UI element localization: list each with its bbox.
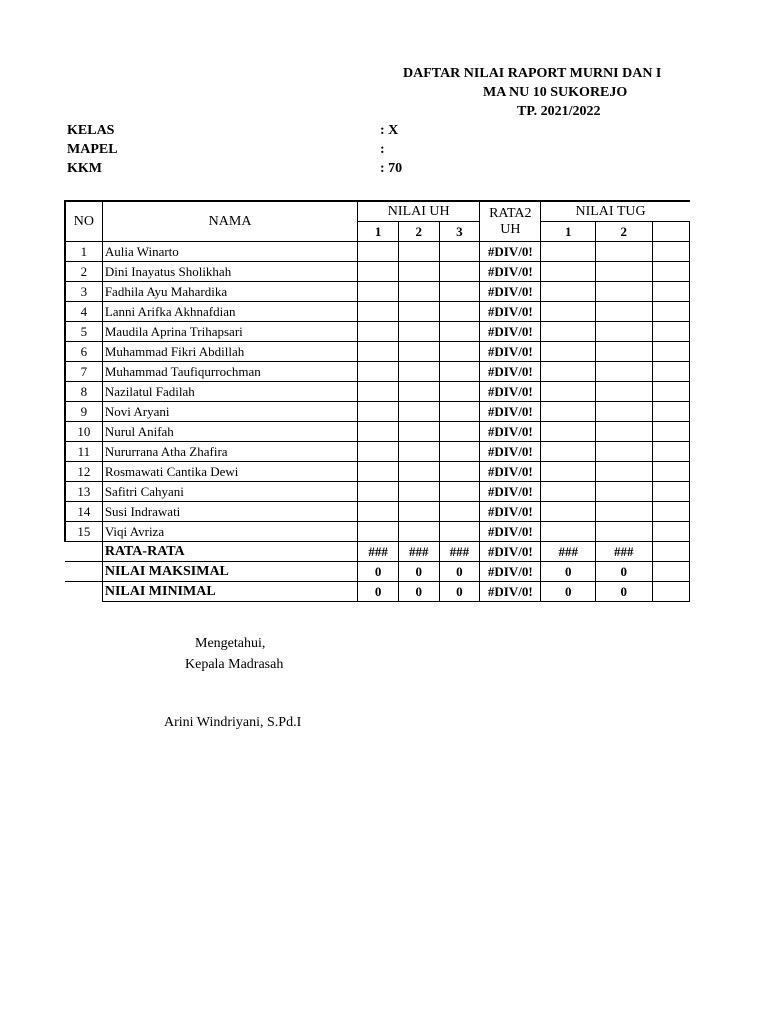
row-no: 7 (65, 362, 102, 382)
uh-cell[interactable] (358, 522, 399, 542)
uh-cell[interactable] (398, 522, 439, 542)
table-row (65, 342, 690, 362)
table-row (65, 522, 690, 542)
tugas-cell[interactable] (541, 362, 596, 382)
row-rata2-uh: #DIV/0! (480, 462, 541, 482)
uh-cell[interactable] (398, 422, 439, 442)
tugas-cell[interactable] (652, 402, 689, 422)
uh-cell[interactable] (358, 382, 399, 402)
row-rata2-uh: #DIV/0! (480, 522, 541, 542)
table-row (65, 302, 690, 322)
tugas-cell[interactable] (652, 322, 689, 342)
row-nama: Muhammad Taufiqurrochman (102, 362, 357, 382)
tugas-sub-3 (652, 222, 689, 242)
tugas-sub-2: 2 (596, 222, 652, 242)
tugas-cell[interactable] (541, 422, 596, 442)
row-no: 9 (65, 402, 102, 422)
row-no: 4 (65, 302, 102, 322)
tugas-cell[interactable] (596, 502, 652, 522)
uh-cell[interactable] (358, 262, 399, 282)
table-row (65, 382, 690, 402)
tugas-cell[interactable] (541, 322, 596, 342)
table-row (65, 442, 690, 462)
uh-cell[interactable] (439, 502, 480, 522)
tugas-cell[interactable] (652, 282, 689, 302)
summary-tugas-1: 0 (541, 582, 596, 602)
tugas-cell[interactable] (596, 402, 652, 422)
row-nama: Safitri Cahyani (102, 482, 357, 502)
header-nilai-uh: NILAI UH (358, 201, 480, 222)
row-rata2-uh: #DIV/0! (480, 342, 541, 362)
table-row (65, 262, 690, 282)
summary-spacer (65, 562, 102, 582)
row-rata2-uh: #DIV/0! (480, 382, 541, 402)
row-rata2-uh: #DIV/0! (480, 322, 541, 342)
row-nama: Nururrana Atha Zhafira (102, 442, 357, 462)
row-no: 14 (65, 502, 102, 522)
summary-tugas-3 (652, 582, 689, 602)
summary-uh-3: 0 (439, 562, 480, 582)
summary-uh-3: ### (439, 542, 480, 562)
tugas-cell[interactable] (541, 282, 596, 302)
tugas-cell[interactable] (652, 262, 689, 282)
row-rata2-uh: #DIV/0! (480, 302, 541, 322)
summary-tugas-2: 0 (596, 562, 652, 582)
tugas-cell[interactable] (596, 382, 652, 402)
report-title: DAFTAR NILAI RAPORT MURNI DAN I (403, 66, 662, 81)
row-rata2-uh: #DIV/0! (480, 362, 541, 382)
row-no: 15 (65, 522, 102, 542)
uh-cell[interactable] (398, 382, 439, 402)
tugas-cell[interactable] (541, 482, 596, 502)
row-rata2-uh: #DIV/0! (480, 402, 541, 422)
uh-cell[interactable] (439, 282, 480, 302)
uh-cell[interactable] (358, 462, 399, 482)
uh-cell[interactable] (439, 342, 480, 362)
tugas-cell[interactable] (541, 262, 596, 282)
uh-cell[interactable] (439, 322, 480, 342)
uh-cell[interactable] (358, 502, 399, 522)
row-nama: Fadhila Ayu Mahardika (102, 282, 357, 302)
school-name: MA NU 10 SUKOREJO (483, 85, 628, 100)
row-no: 13 (65, 482, 102, 502)
summary-tugas-1: 0 (541, 562, 596, 582)
kelas-label: KELAS (67, 123, 115, 138)
row-no: 8 (65, 382, 102, 402)
table-row (65, 402, 690, 422)
uh-cell[interactable] (358, 402, 399, 422)
uh-cell[interactable] (439, 442, 480, 462)
uh-cell[interactable] (398, 302, 439, 322)
summary-uh-1: 0 (358, 582, 399, 602)
tugas-cell[interactable] (541, 302, 596, 322)
summary-tugas-2: 0 (596, 582, 652, 602)
uh-cell[interactable] (439, 402, 480, 422)
table-row (65, 502, 690, 522)
uh-cell[interactable] (439, 362, 480, 382)
tugas-cell[interactable] (652, 442, 689, 462)
tugas-cell[interactable] (596, 462, 652, 482)
tugas-cell[interactable] (596, 282, 652, 302)
uh-cell[interactable] (398, 322, 439, 342)
header-row-1 (65, 201, 690, 222)
row-no: 6 (65, 342, 102, 362)
summary-tugas-3 (652, 542, 689, 562)
uh-cell[interactable] (398, 442, 439, 462)
uh-cell[interactable] (398, 262, 439, 282)
header-rata2-line1: RATA2 (489, 205, 532, 221)
summary-uh-1: ### (358, 542, 399, 562)
tugas-cell[interactable] (652, 482, 689, 502)
summary-uh-2: 0 (398, 562, 439, 582)
header-no: NO (65, 201, 102, 242)
row-no: 1 (65, 242, 102, 262)
uh-cell[interactable] (358, 302, 399, 322)
signature-acknowledged: Mengetahui, (195, 636, 266, 651)
uh-cell[interactable] (398, 502, 439, 522)
row-nama: Muhammad Fikri Abdillah (102, 342, 357, 362)
row-nama: Aulia Winarto (102, 242, 357, 262)
tugas-cell[interactable] (596, 302, 652, 322)
kkm-value: : 70 (380, 161, 403, 176)
uh-sub-1: 1 (358, 222, 399, 242)
tugas-cell[interactable] (652, 462, 689, 482)
tugas-cell[interactable] (541, 242, 596, 262)
row-rata2-uh: #DIV/0! (480, 482, 541, 502)
tugas-cell[interactable] (596, 442, 652, 462)
uh-cell[interactable] (398, 242, 439, 262)
row-nama: Dini Inayatus Sholikhah (102, 262, 357, 282)
uh-cell[interactable] (358, 422, 399, 442)
header-rata2-uh (480, 201, 541, 242)
tugas-cell[interactable] (652, 342, 689, 362)
tugas-cell[interactable] (541, 402, 596, 422)
table-row (65, 282, 690, 302)
uh-cell[interactable] (398, 482, 439, 502)
tugas-cell[interactable] (652, 502, 689, 522)
tugas-cell[interactable] (596, 342, 652, 362)
summary-tugas-1: ### (541, 542, 596, 562)
summary-uh-1: 0 (358, 562, 399, 582)
summary-rata2-uh: #DIV/0! (480, 542, 541, 562)
row-no: 2 (65, 262, 102, 282)
signature-name: Arini Windriyani, S.Pd.I (164, 715, 302, 730)
row-rata2-uh: #DIV/0! (480, 502, 541, 522)
tugas-cell[interactable] (652, 362, 689, 382)
row-rata2-uh: #DIV/0! (480, 242, 541, 262)
header-rata2-line2: UH (500, 221, 521, 237)
summary-rata2-uh: #DIV/0! (480, 582, 541, 602)
uh-cell[interactable] (358, 342, 399, 362)
row-rata2-uh: #DIV/0! (480, 282, 541, 302)
uh-cell[interactable] (439, 522, 480, 542)
table-row (65, 482, 690, 502)
summary-tugas-3 (652, 562, 689, 582)
tugas-cell[interactable] (596, 242, 652, 262)
summary-label: NILAI MINIMAL (102, 582, 357, 602)
uh-cell[interactable] (439, 462, 480, 482)
uh-cell[interactable] (358, 242, 399, 262)
uh-cell[interactable] (439, 382, 480, 402)
uh-sub-2: 2 (398, 222, 439, 242)
uh-cell[interactable] (439, 262, 480, 282)
tugas-cell[interactable] (596, 482, 652, 502)
uh-cell[interactable] (358, 482, 399, 502)
uh-cell[interactable] (398, 342, 439, 362)
summary-uh-2: ### (398, 542, 439, 562)
tugas-cell[interactable] (541, 442, 596, 462)
row-rata2-uh: #DIV/0! (480, 422, 541, 442)
row-no: 5 (65, 322, 102, 342)
uh-cell[interactable] (439, 482, 480, 502)
summary-row (65, 562, 690, 582)
header-nama: NAMA (102, 201, 357, 242)
summary-uh-3: 0 (439, 582, 480, 602)
uh-cell[interactable] (398, 462, 439, 482)
row-no: 10 (65, 422, 102, 442)
summary-tugas-2: ### (596, 542, 652, 562)
summary-row (65, 582, 690, 602)
summary-label: NILAI MAKSIMAL (102, 562, 357, 582)
row-no: 3 (65, 282, 102, 302)
tugas-cell[interactable] (541, 462, 596, 482)
row-nama: Nurul Anifah (102, 422, 357, 442)
tugas-cell[interactable] (596, 522, 652, 542)
header-nilai-tugas: NILAI TUG (541, 201, 690, 222)
tugas-cell[interactable] (652, 522, 689, 542)
kelas-value: : X (380, 123, 399, 138)
tugas-cell[interactable] (652, 422, 689, 442)
grade-table (64, 200, 690, 602)
row-nama: Viqi Avriza (102, 522, 357, 542)
signature-position: Kepala Madrasah (185, 657, 284, 672)
tugas-cell[interactable] (541, 502, 596, 522)
table-row (65, 242, 690, 262)
tugas-sub-1: 1 (541, 222, 596, 242)
tugas-cell[interactable] (596, 362, 652, 382)
uh-cell[interactable] (358, 322, 399, 342)
tugas-cell[interactable] (541, 522, 596, 542)
uh-cell[interactable] (358, 442, 399, 462)
row-nama: Nazilatul Fadilah (102, 382, 357, 402)
summary-label: RATA-RATA (102, 542, 357, 562)
uh-sub-3: 3 (439, 222, 480, 242)
table-row (65, 322, 690, 342)
uh-cell[interactable] (398, 402, 439, 422)
uh-cell[interactable] (398, 282, 439, 302)
table-row (65, 362, 690, 382)
uh-cell[interactable] (358, 282, 399, 302)
table-row (65, 422, 690, 442)
uh-cell[interactable] (358, 362, 399, 382)
tugas-cell[interactable] (541, 382, 596, 402)
kkm-label: KKM (67, 161, 102, 176)
uh-cell[interactable] (439, 422, 480, 442)
uh-cell[interactable] (439, 302, 480, 322)
tugas-cell[interactable] (652, 382, 689, 402)
uh-cell[interactable] (398, 362, 439, 382)
summary-uh-2: 0 (398, 582, 439, 602)
row-no: 12 (65, 462, 102, 482)
school-year: TP. 2021/2022 (517, 104, 601, 119)
tugas-cell[interactable] (596, 422, 652, 442)
row-nama: Maudila Aprina Trihapsari (102, 322, 357, 342)
row-nama: Lanni Arifka Akhnafdian (102, 302, 357, 322)
summary-spacer (65, 542, 102, 562)
uh-cell[interactable] (439, 242, 480, 262)
summary-spacer (65, 582, 102, 602)
mapel-value: : (380, 142, 385, 157)
tugas-cell[interactable] (541, 342, 596, 362)
row-no: 11 (65, 442, 102, 462)
tugas-cell[interactable] (596, 322, 652, 342)
tugas-cell[interactable] (596, 262, 652, 282)
table-row (65, 462, 690, 482)
row-nama: Susi Indrawati (102, 502, 357, 522)
row-rata2-uh: #DIV/0! (480, 262, 541, 282)
row-rata2-uh: #DIV/0! (480, 442, 541, 462)
summary-rata2-uh: #DIV/0! (480, 562, 541, 582)
tugas-cell[interactable] (652, 302, 689, 322)
mapel-label: MAPEL (67, 142, 118, 157)
tugas-cell[interactable] (652, 242, 689, 262)
summary-row (65, 542, 690, 562)
row-nama: Rosmawati Cantika Dewi (102, 462, 357, 482)
row-nama: Novi Aryani (102, 402, 357, 422)
